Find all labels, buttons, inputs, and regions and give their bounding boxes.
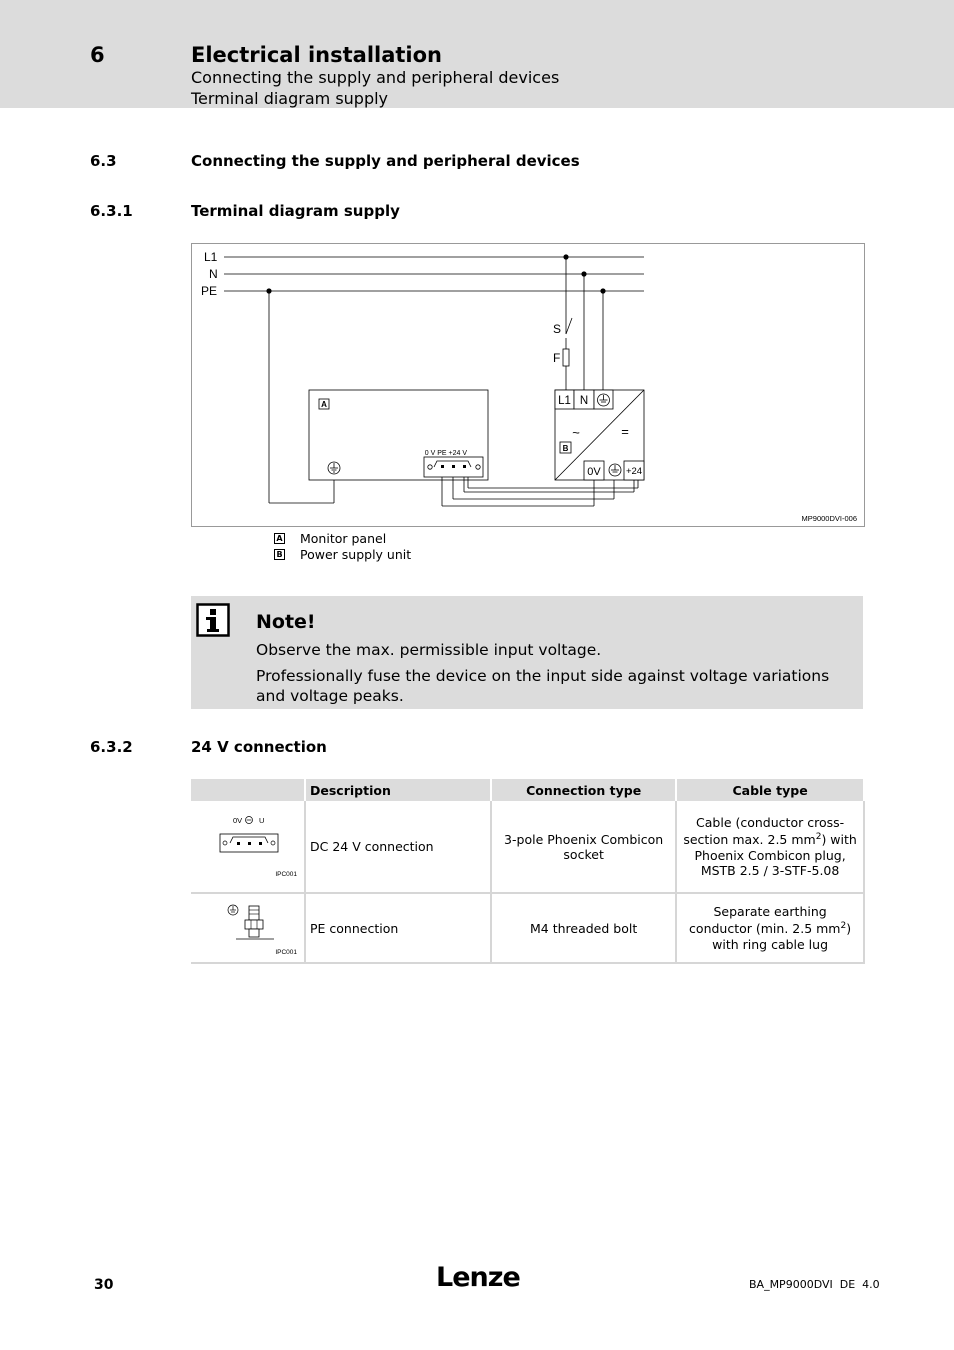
connector-earth-icon bbox=[246, 816, 253, 823]
connector-0v-label: 0V bbox=[233, 815, 243, 825]
illustration-code: IPC001 bbox=[275, 949, 297, 956]
legend-tag-a: A bbox=[274, 533, 285, 544]
section-number-6-3-1: 6.3.1 bbox=[90, 202, 133, 220]
chapter-title: Electrical installation bbox=[191, 43, 442, 67]
note-text-1: Observe the max. permissible input voltage. bbox=[256, 641, 602, 659]
switch-label: S bbox=[553, 322, 562, 336]
chapter-number: 6 bbox=[90, 43, 105, 67]
table-header-row bbox=[191, 779, 864, 801]
threaded-bolt-icon bbox=[236, 906, 274, 939]
illustration-code: IPC001 bbox=[275, 870, 297, 878]
section-number-6-3: 6.3 bbox=[90, 152, 117, 170]
figure-id: MP9000DVI-006 bbox=[801, 514, 857, 523]
legend-tag-b: B bbox=[274, 549, 285, 560]
table-header-cable: Cable type bbox=[676, 779, 864, 801]
table-row bbox=[191, 801, 864, 893]
line-label-n: N bbox=[209, 267, 218, 281]
document-id: BA_MP9000DVI DE 4.0 bbox=[749, 1278, 880, 1291]
table-header-connection: Connection type bbox=[491, 779, 676, 801]
table-row bbox=[191, 893, 864, 963]
section-number-6-3-2: 6.3.2 bbox=[90, 738, 133, 756]
section-title-6-3: Connecting the supply and peripheral devices bbox=[191, 152, 580, 170]
page-number: 30 bbox=[94, 1277, 114, 1293]
psu-dc-symbol: = bbox=[621, 424, 629, 439]
connector-illustration-cell bbox=[191, 801, 305, 893]
row-connection-type: M4 threaded bolt bbox=[491, 893, 676, 963]
row-description: DC 24 V connection bbox=[305, 801, 491, 893]
line-label-pe: PE bbox=[201, 284, 218, 298]
note-title: Note! bbox=[256, 611, 316, 633]
legend-text-b: Power supply unit bbox=[300, 547, 412, 562]
psu-out-0v: 0V bbox=[587, 466, 601, 478]
table-header-description: Description bbox=[305, 779, 491, 801]
section-title-6-3-1: Terminal diagram supply bbox=[191, 202, 400, 220]
bolt-illustration-cell bbox=[191, 893, 305, 963]
section-title-6-3-2: 24 V connection bbox=[191, 738, 327, 756]
psu-out-24: +24 bbox=[625, 466, 643, 477]
fuse-label: F bbox=[553, 351, 561, 365]
connection-table bbox=[191, 779, 865, 964]
bolt-earth-icon bbox=[228, 905, 238, 915]
row-cable-type: Cable (conductor cross-section max. 2.5 $mm^2$) with Phoenix Combicon plug, MSTB 2.5 / 3-STF-5.08 bbox=[676, 801, 864, 893]
note-text-2: Professionally fuse the device on the input side against voltage variations and voltage peaks. bbox=[256, 667, 830, 705]
psu-ac-symbol: ~ bbox=[572, 425, 580, 440]
box-a-tag: A bbox=[321, 400, 327, 409]
header-band bbox=[0, 0, 954, 108]
row-connection-type: 3-pole Phoenix Combicon socket bbox=[491, 801, 676, 893]
legend-text-a: Monitor panel bbox=[300, 531, 387, 546]
connector-u-label: U bbox=[259, 815, 265, 825]
header-subtitle-1: Connecting the supply and peripheral devices bbox=[191, 68, 560, 87]
row-description: PE connection bbox=[305, 893, 491, 963]
line-label-l1: L1 bbox=[204, 250, 218, 264]
psu-terminal-l1: L1 bbox=[558, 395, 571, 407]
row-cable-type: Separate earthing conductor (min. 2.5 $mm^2$) with ring cable lug bbox=[676, 893, 864, 963]
info-icon bbox=[196, 603, 230, 637]
psu-terminal-n: N bbox=[579, 395, 589, 407]
lenze-logo: Lenze bbox=[436, 1262, 520, 1293]
box-b-tag: B bbox=[562, 444, 569, 453]
legend-item-b bbox=[274, 547, 411, 562]
combicon-socket-icon bbox=[220, 834, 278, 852]
legend-item-a bbox=[274, 531, 386, 546]
terminal-diagram bbox=[191, 243, 865, 527]
table-header-image bbox=[191, 779, 305, 801]
header-subtitle-2: Terminal diagram supply bbox=[191, 89, 389, 108]
connector-label: 0 V PE +24 V bbox=[424, 450, 467, 457]
